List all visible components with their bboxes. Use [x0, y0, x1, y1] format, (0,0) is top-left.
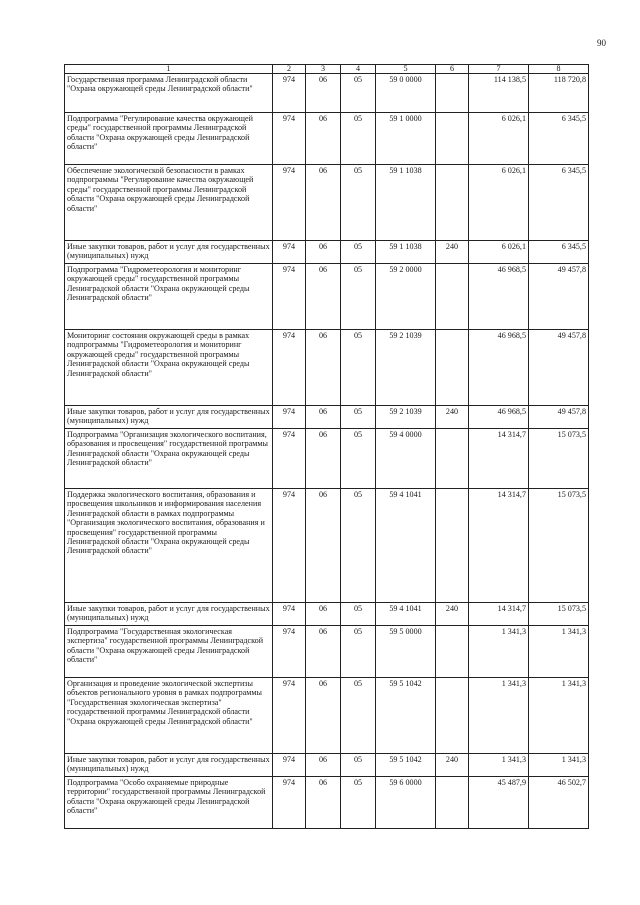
- cell-name: Иные закупки товаров, работ и услуг для государственных (муниципальных) нужд: [65, 754, 273, 777]
- cell-c7: 14 314,7: [469, 489, 529, 603]
- cell-c8: 46 502,7: [529, 777, 589, 829]
- cell-c3: 06: [306, 330, 341, 406]
- table-row: [65, 74, 589, 113]
- table-row: [65, 113, 589, 165]
- cell-c7: 14 314,7: [469, 429, 529, 489]
- cell-c8: 15 073,5: [529, 603, 589, 626]
- header-cell-2: 2: [273, 65, 306, 74]
- cell-name: Подпрограмма "Организация экологического воспитания, образования и просвещения" государственной программы Ленинградской области "Охрана окружающей среды Ленинградской области": [65, 429, 273, 489]
- table-row: [65, 678, 589, 754]
- cell-c4: 05: [341, 241, 376, 264]
- table-row: [65, 330, 589, 406]
- cell-c3: 06: [306, 754, 341, 777]
- cell-c2: 974: [273, 429, 306, 489]
- cell-c6: [436, 330, 469, 406]
- cell-c6: [436, 777, 469, 829]
- cell-c7: 1 341,3: [469, 678, 529, 754]
- table-row: [65, 626, 589, 678]
- cell-name: Подпрограмма "Регулирование качества окружающей среды" государственной программы Ленинградской области "Охрана окружающей среды Ленинградской области": [65, 113, 273, 165]
- header-row: [65, 65, 589, 74]
- cell-c3: 06: [306, 777, 341, 829]
- cell-c2: 974: [273, 406, 306, 429]
- cell-c4: 05: [341, 330, 376, 406]
- cell-name: Мониторинг состояния окружающей среды в рамках подпрограммы "Гидрометеорология и мониторинг окружающей среды" государственной программы Ленинградской области "Охрана окружающей среды Ленинградской области": [65, 330, 273, 406]
- cell-name: Подпрограмма "Государственная экологическая экспертиза" государственной программы Ленинградской области "Охрана окружающей среды Ленинградской области": [65, 626, 273, 678]
- cell-c5: 59 2 1039: [376, 406, 436, 429]
- header-cell-3: 3: [306, 65, 341, 74]
- cell-c6: [436, 165, 469, 241]
- cell-c6: [436, 626, 469, 678]
- cell-c2: 974: [273, 777, 306, 829]
- cell-c2: 974: [273, 489, 306, 603]
- cell-name: Иные закупки товаров, работ и услуг для государственных (муниципальных) нужд: [65, 241, 273, 264]
- cell-c2: 974: [273, 330, 306, 406]
- header-cell-7: 7: [469, 65, 529, 74]
- cell-c4: 05: [341, 406, 376, 429]
- cell-c2: 974: [273, 678, 306, 754]
- header-cell-8: 8: [529, 65, 589, 74]
- cell-name: Иные закупки товаров, работ и услуг для государственных (муниципальных) нужд: [65, 603, 273, 626]
- cell-c5: 59 1 0000: [376, 113, 436, 165]
- header-cell-6: 6: [436, 65, 469, 74]
- cell-c6: [436, 264, 469, 330]
- table-row: [65, 264, 589, 330]
- cell-c3: 06: [306, 241, 341, 264]
- cell-c7: 114 138,5: [469, 74, 529, 113]
- cell-c6: 240: [436, 406, 469, 429]
- cell-c5: 59 2 0000: [376, 264, 436, 330]
- cell-c2: 974: [273, 264, 306, 330]
- cell-c4: 05: [341, 626, 376, 678]
- cell-c8: 15 073,5: [529, 429, 589, 489]
- header-cell-5: 5: [376, 65, 436, 74]
- cell-c3: 06: [306, 626, 341, 678]
- cell-c8: 15 073,5: [529, 489, 589, 603]
- cell-name: Подпрограмма "Особо охраняемые природные территории" государственной программы Ленинградской области "Охрана окружающей среды Ленинградской области": [65, 777, 273, 829]
- cell-c7: 6 026,1: [469, 241, 529, 264]
- cell-c7: 1 341,3: [469, 626, 529, 678]
- table-row: [65, 777, 589, 829]
- cell-c7: 14 314,7: [469, 603, 529, 626]
- cell-c7: 46 968,5: [469, 264, 529, 330]
- cell-c5: 59 5 1042: [376, 678, 436, 754]
- cell-c4: 05: [341, 678, 376, 754]
- cell-c8: 1 341,3: [529, 626, 589, 678]
- cell-c2: 974: [273, 74, 306, 113]
- cell-c6: [436, 429, 469, 489]
- cell-c4: 05: [341, 777, 376, 829]
- cell-c3: 06: [306, 74, 341, 113]
- cell-c8: 49 457,8: [529, 264, 589, 330]
- cell-c3: 06: [306, 489, 341, 603]
- cell-c2: 974: [273, 113, 306, 165]
- table-row: [65, 241, 589, 264]
- cell-c5: 59 2 1039: [376, 330, 436, 406]
- cell-c8: 49 457,8: [529, 406, 589, 429]
- cell-c2: 974: [273, 626, 306, 678]
- cell-c8: 118 720,8: [529, 74, 589, 113]
- cell-c5: 59 6 0000: [376, 777, 436, 829]
- cell-c8: 1 341,3: [529, 754, 589, 777]
- cell-c2: 974: [273, 165, 306, 241]
- cell-c4: 05: [341, 489, 376, 603]
- cell-c6: 240: [436, 603, 469, 626]
- cell-name: Подпрограмма "Гидрометеорология и мониторинг окружающей среды" государственной программы Ленинградской области "Охрана окружающей среды Ленинградской области": [65, 264, 273, 330]
- page-number: 90: [597, 38, 606, 48]
- table-row: [65, 603, 589, 626]
- cell-c8: 1 341,3: [529, 678, 589, 754]
- cell-c4: 05: [341, 264, 376, 330]
- cell-name: Поддержка экологического воспитания, образования и просвещения школьников и информирования населения Ленинградской области в рамках подпрограммы "Организация экологического воспитания, образования и просвещения" государственной программы Ленинградской области "Охрана окружающей среды Ленинградской области": [65, 489, 273, 603]
- cell-c2: 974: [273, 603, 306, 626]
- cell-c5: 59 0 0000: [376, 74, 436, 113]
- cell-c3: 06: [306, 113, 341, 165]
- cell-c4: 05: [341, 754, 376, 777]
- header-cell-1: 1: [65, 65, 273, 74]
- cell-c8: 6 345,5: [529, 113, 589, 165]
- cell-c6: [436, 113, 469, 165]
- cell-c5: 59 4 0000: [376, 429, 436, 489]
- cell-c7: 6 026,1: [469, 165, 529, 241]
- cell-c5: 59 1 1038: [376, 165, 436, 241]
- cell-c6: [436, 678, 469, 754]
- table-row: [65, 406, 589, 429]
- table-row: [65, 429, 589, 489]
- table-row: [65, 489, 589, 603]
- cell-c3: 06: [306, 165, 341, 241]
- budget-table: [64, 64, 589, 829]
- cell-name: Организация и проведение экологической экспертизы объектов регионального уровня в рамках подпрограммы "Государственная экологическая экспертиза" государственной программы Ленинградской области "Охрана окружающей среды Ленинградской области": [65, 678, 273, 754]
- cell-c2: 974: [273, 241, 306, 264]
- cell-name: Обеспечение экологической безопасности в рамках подпрограммы "Регулирование качества окружающей среды" государственной программы Ленинградской области "Охрана окружающей среды Ленинградской области": [65, 165, 273, 241]
- cell-c3: 06: [306, 429, 341, 489]
- cell-c6: 240: [436, 754, 469, 777]
- cell-c5: 59 4 1041: [376, 489, 436, 603]
- cell-c6: 240: [436, 241, 469, 264]
- cell-c5: 59 4 1041: [376, 603, 436, 626]
- cell-c7: 46 968,5: [469, 330, 529, 406]
- cell-c7: 1 341,3: [469, 754, 529, 777]
- cell-c7: 45 487,9: [469, 777, 529, 829]
- cell-c3: 06: [306, 678, 341, 754]
- cell-c4: 05: [341, 603, 376, 626]
- header-cell-4: 4: [341, 65, 376, 74]
- cell-c6: [436, 489, 469, 603]
- cell-c7: 46 968,5: [469, 406, 529, 429]
- cell-c5: 59 5 1042: [376, 754, 436, 777]
- cell-c2: 974: [273, 754, 306, 777]
- cell-c8: 6 345,5: [529, 241, 589, 264]
- cell-c7: 6 026,1: [469, 113, 529, 165]
- cell-c5: 59 1 1038: [376, 241, 436, 264]
- cell-name: Государственная программа Ленинградской области "Охрана окружающей среды Ленинградской области": [65, 74, 273, 113]
- cell-c4: 05: [341, 113, 376, 165]
- cell-c8: 6 345,5: [529, 165, 589, 241]
- cell-c3: 06: [306, 603, 341, 626]
- cell-c4: 05: [341, 74, 376, 113]
- cell-c8: 49 457,8: [529, 330, 589, 406]
- cell-c5: 59 5 0000: [376, 626, 436, 678]
- table-row: [65, 754, 589, 777]
- cell-c3: 06: [306, 264, 341, 330]
- cell-name: Иные закупки товаров, работ и услуг для государственных (муниципальных) нужд: [65, 406, 273, 429]
- table-row: [65, 165, 589, 241]
- cell-c4: 05: [341, 165, 376, 241]
- cell-c3: 06: [306, 406, 341, 429]
- cell-c4: 05: [341, 429, 376, 489]
- cell-c6: [436, 74, 469, 113]
